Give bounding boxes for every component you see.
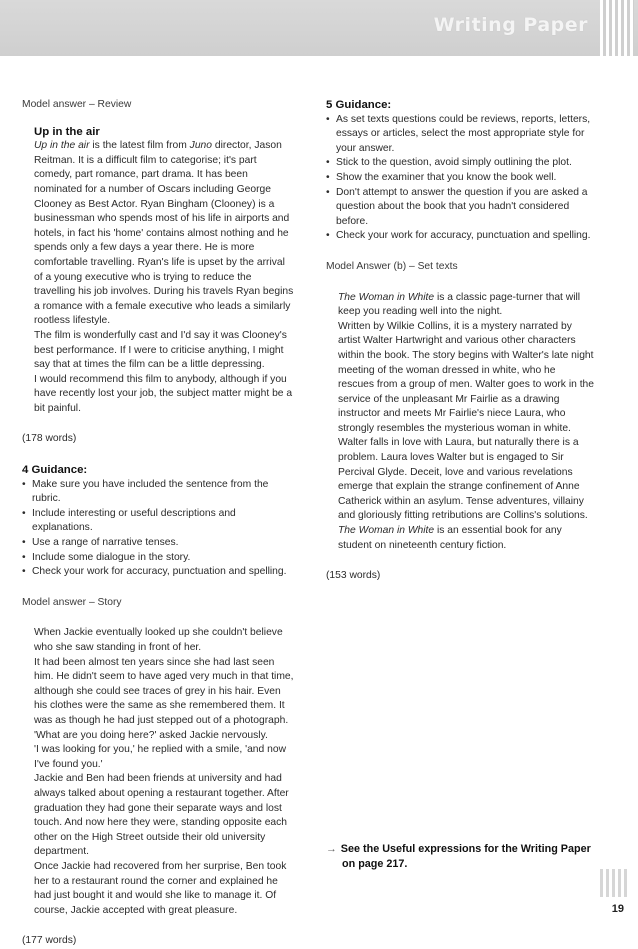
useful-expressions-note bbox=[326, 842, 594, 872]
page-header bbox=[0, 0, 638, 56]
set-text-label: Model Answer (b) – Set texts bbox=[326, 260, 458, 272]
review-title: Up in the air bbox=[34, 125, 100, 138]
book-title: The Woman in White bbox=[338, 291, 435, 303]
story-answer bbox=[22, 626, 294, 918]
review-paragraph-1 bbox=[34, 139, 294, 329]
set-text-word-count: (153 words) bbox=[326, 570, 381, 582]
set-text-paragraph-1 bbox=[338, 291, 594, 320]
review-juno-title: Juno bbox=[189, 140, 213, 152]
list-item: • Don't attempt to answer the question if you are asked a question about the book that you hadn't considered before. bbox=[326, 186, 594, 230]
footer-line-1: See the Useful expressions for the Writing Paper bbox=[340, 843, 591, 855]
list-item: • Show the examiner that you know the book well. bbox=[326, 171, 594, 186]
review-text: is the latest film from bbox=[89, 140, 190, 152]
review-answer bbox=[22, 125, 294, 417]
review-word-count: (178 words) bbox=[22, 433, 77, 445]
list-item: • As set texts questions could be reviews, reports, letters, essays or articles, select the most appropriate style for your answer. bbox=[326, 113, 594, 157]
header-title: Writing Paper bbox=[433, 14, 588, 36]
story-word-count: (177 words) bbox=[22, 935, 77, 947]
list-item: • Stick to the question, avoid simply outlining the plot. bbox=[326, 156, 594, 171]
story-paragraph: It had been almost ten years since she had last seen him. He didn't seem to have aged very much in that time, although she could see traces of grey in his hair. Even his clothes were the same as she remembered them. It was as though he had just stepped out of a photograph. bbox=[34, 656, 294, 726]
list-item: • Check your work for accuracy, punctuation and spelling. bbox=[22, 565, 294, 580]
set-text-text: is an essential book for any student on nineteenth century fiction. bbox=[338, 525, 562, 551]
list-item: • Check your work for accuracy, punctuation and spelling. bbox=[326, 229, 594, 244]
set-text-paragraph-2: Written by Wilkie Collins, it is a mystery narrated by artist Walter Hartwright and various other characters within the book. The story begins with Walter's late night meeting of the woman dressed in white, who he rescues from a group of men. Walter goes to work in the service of the unpleasant Mr Fairlie as a drawing instructor and meets Mr Fairlie's niece Laura, who strongly resembles the mysterious woman in white. Walter falls in love with Laura, but naturally there is a problem. Laura loves Walter but is engaged to Sir Percival Glyde. Deceit, love and various revelations emerge that explain the strange confinement of Anne Catherick within an asylum. Tense adventures, villainy and gloriously fitting retributions are Collins's solutions. bbox=[338, 320, 595, 522]
guidance-4-title: 4 Guidance: bbox=[22, 464, 88, 477]
list-item: • Include interesting or useful descriptions and explanations. bbox=[22, 507, 294, 536]
story-paragraph: Once Jackie had recovered from her surprise, Ben took her to a restaurant round the corner and explained he had just bought it and would she like to manage it. Of course, Jackie accepted with great pleasure. bbox=[34, 860, 287, 916]
set-text-answer bbox=[326, 291, 594, 554]
footer-line-2: on page 217. bbox=[342, 857, 408, 870]
guidance-4-list bbox=[22, 478, 294, 580]
corner-stripes-decoration bbox=[600, 869, 630, 897]
story-paragraph: Jackie and Ben had been friends at university and had always talked about opening a restaurant together. After graduation they had gone their separate ways and lost touch. And now here they were, standing opposite each other on the High Street outside their old university department. bbox=[34, 773, 289, 858]
review-paragraph-2: The film is wonderfully cast and I'd say it was Clooney's best performance. If I were to criticise anything, I might say that at times the film can be a little depressing. bbox=[34, 329, 287, 371]
arrow-right-icon: → bbox=[326, 843, 337, 855]
review-text: director, Jason Reitman. It is a difficult film to categorise; it's part comedy, part romance, part drama. It has been nominated for a number of Oscars including George Clooney as Best Actor. Ryan Bingham (Clooney) is a businessman who spends most of his life in airports and hotels, in fact his 'home' contains almost nothing and he spends only a few days a year there. He is more comfortable travelling. Ryan's life is upset by the arrival of a young executive who is trying to reduce the travelling his job involves. During his travels Ryan begins a romance with a female executive who leads a similarly rootless lifestyle. bbox=[34, 140, 294, 327]
set-text-paragraph-3 bbox=[338, 524, 594, 553]
right-column bbox=[326, 98, 594, 584]
review-film-title: Up in the air bbox=[34, 140, 90, 152]
story-paragraph: 'What are you doing here?' asked Jackie nervously. bbox=[34, 729, 268, 741]
book-title: The Woman in White bbox=[338, 525, 435, 537]
left-column bbox=[22, 98, 294, 949]
review-label: Model answer – Review bbox=[22, 99, 132, 110]
list-item: • Make sure you have included the sentence from the rubric. bbox=[22, 478, 294, 507]
story-label: Model answer – Story bbox=[22, 596, 122, 608]
guidance-5-list bbox=[326, 113, 594, 244]
story-paragraph: 'I was looking for you,' he replied with a smile, 'and now I've found you.' bbox=[34, 744, 287, 770]
story-paragraph: When Jackie eventually looked up she couldn't believe who she saw standing in front of her. bbox=[34, 627, 283, 653]
list-item: • Include some dialogue in the story. bbox=[22, 551, 294, 566]
list-item: • Use a range of narrative tenses. bbox=[22, 536, 294, 551]
review-paragraph-3: I would recommend this film to anybody, although if you have recently lost your job, the subject matter might be a bit painful. bbox=[34, 373, 293, 414]
guidance-5-title: 5 Guidance: bbox=[326, 99, 392, 111]
header-stripes-decoration bbox=[600, 0, 634, 56]
page-number: 19 bbox=[611, 903, 624, 915]
set-text-text: is a classic page-turner that will keep you reading well into the night. bbox=[338, 291, 581, 318]
